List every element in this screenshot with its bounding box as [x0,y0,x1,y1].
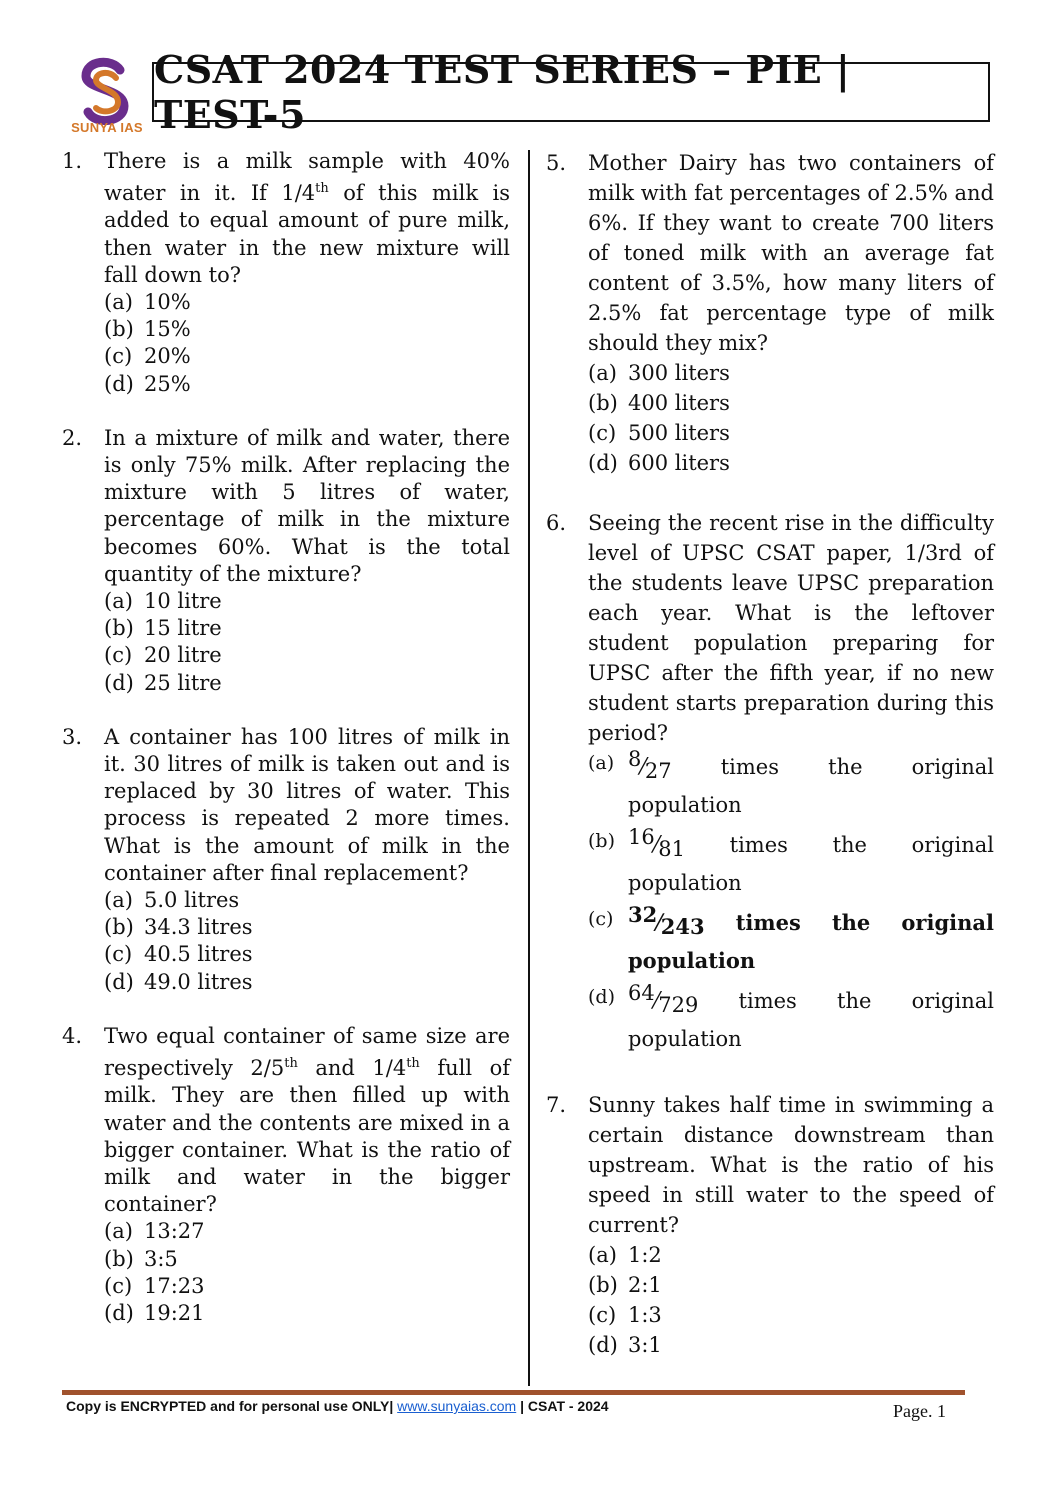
question-number: 1. [62,149,83,173]
question-text: Two equal container of same size are respectively 2/5th and 1/4th full of milk. They are then filled up with water and the contents are mixed in a bigger container. What is the ratio of milk and water in the bigger container? [104,1023,510,1217]
option-c: (c) 500 liters [588,421,730,445]
option-a: (a) 1:2 [588,1243,662,1267]
left-column [62,148,510,1354]
column-divider [528,150,530,1386]
page-number: Page. 1 [893,1401,946,1421]
question-5 [546,148,994,478]
question-number: 6. [546,511,567,535]
option-c-correct: (c) 32⁄243 times the original population [588,902,994,973]
fraction: 16⁄81 [628,825,685,861]
option-c: (c) 20 litre [104,643,222,668]
question-number: 2. [62,425,83,450]
question-number: 5. [546,151,567,175]
question-number: 3. [62,724,83,749]
option-d: (d) 25% [104,371,191,396]
question-text: Sunny takes half time in swimming a certain distance downstream than upstream. What is the ratio of his speed in still water to the speed of current? [588,1093,994,1237]
option-d: (d) 600 liters [588,451,730,475]
option-b: (b) 15% [104,317,191,342]
question-7 [546,1090,994,1360]
option-c: (c) 1:3 [588,1303,662,1327]
fraction: 8⁄27 [628,747,672,783]
option-c: (c) 40.5 litres [104,942,253,967]
option-a: (a) 5.0 litres [104,888,240,913]
question-text: A container has 100 litres of milk in it. 30 litres of milk is taken out and is replaced by 30 litres of water. This process is repeated 2 more times. What is the amount of milk in the container after final replacement? [104,724,510,885]
test-title-box [152,47,990,137]
option-a: (a) 8⁄27 times the original population [588,747,994,817]
question-number: 4. [62,1023,83,1048]
question-text: There is a milk sample with 40% water in it. If 1/4th of this milk is added to equal amount of pure milk, then water in the new mixture will fall down to? [104,149,510,287]
option-d: (d) 25 litre [104,670,222,695]
option-a: (a) 13:27 [104,1219,205,1244]
question-1 [62,148,510,398]
question-number: 7. [546,1093,567,1117]
footer-notice: Copy is ENCRYPTED and for personal use ONLY| www.sunyaias.com | CSAT - 2024 [66,1398,609,1414]
right-column [546,148,994,1390]
option-d: (d) 49.0 litres [104,969,253,994]
question-2 [62,425,510,697]
footer-rule [62,1390,965,1395]
option-d: (d) 3:1 [588,1333,662,1357]
brand-name: SUNYA IAS [71,120,143,135]
option-a: (a) 300 liters [588,361,730,385]
option-c: (c) 17:23 [104,1273,205,1298]
option-a: (a) 10% [104,290,191,315]
website-link[interactable]: www.sunyaias.com [397,1398,517,1414]
option-b: (b) 16⁄81 times the original population [588,825,994,895]
option-a: (a) 10 litre [104,589,222,614]
option-b: (b) 400 liters [588,391,730,415]
option-c: (c) 20% [104,344,191,369]
question-text: Seeing the recent rise in the difficulty level of UPSC CSAT paper, 1/3rd of the students leave UPSC preparation each year. What is the leftover student population preparing for UPSC after the fifth year, if no new student starts preparation during this period? [588,511,994,745]
option-b: (b) 15 litre [104,616,222,641]
question-4 [62,1023,510,1327]
question-3 [62,724,510,996]
option-b: (b) 3:5 [104,1246,178,1271]
question-6 [546,508,994,1060]
option-b: (b) 2:1 [588,1273,662,1297]
fraction: 32⁄243 [628,902,705,939]
question-text: Mother Dairy has two containers of milk with fat percentages of 2.5% and 6%. If they want to create 700 liters of toned milk with an average fat content of 3.5%, how many liters of 2.5% fat percentage type of milk should they mix? [588,151,994,355]
fraction: 64⁄729 [628,981,699,1017]
question-text: In a mixture of milk and water, there is only 75% milk. After replacing the mixture with 5 litres of water, percentage of milk in the mixture becomes 60%. What is the total quantity of the mixture? [104,425,510,586]
option-d: (d) 19:21 [104,1300,205,1325]
option-b: (b) 34.3 litres [104,915,253,940]
option-d: (d) 64⁄729 times the original population [588,981,994,1051]
test-title: CSAT 2024 TEST SERIES – PIE | TEST-5 [154,47,851,137]
